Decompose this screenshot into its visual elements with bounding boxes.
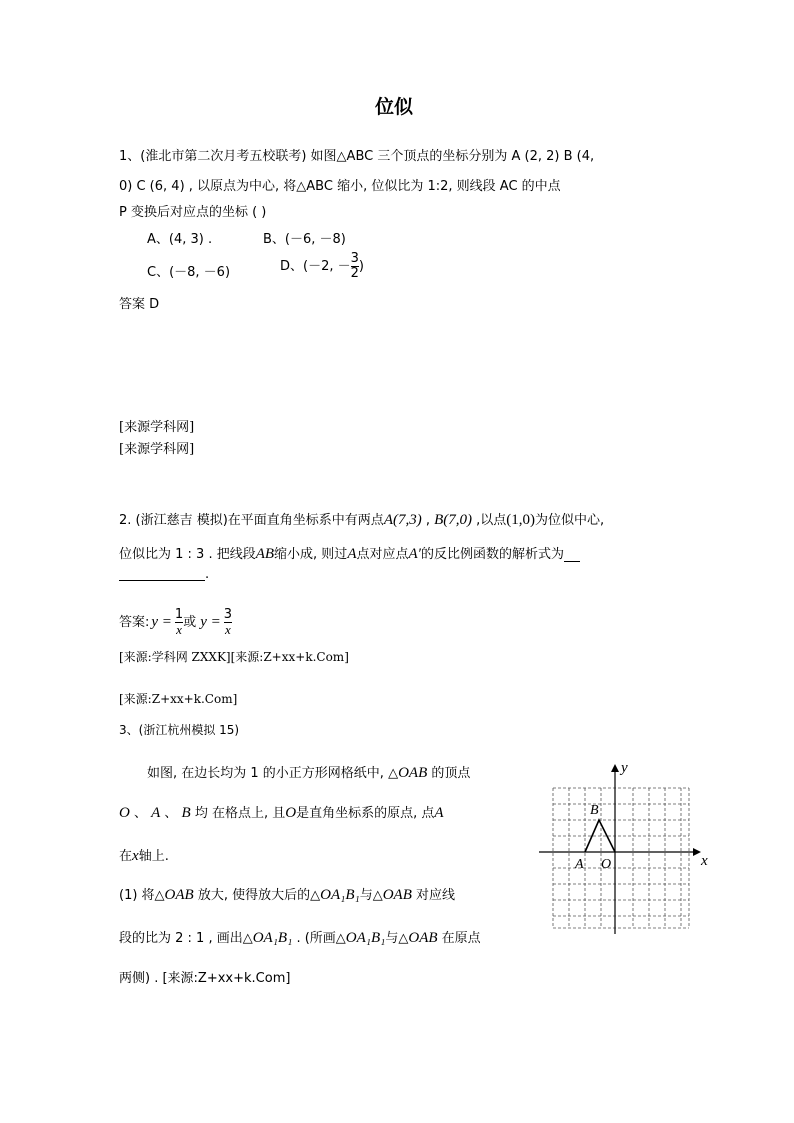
q1-option-d-prefix: D、(－2, － [280,258,351,274]
q1-line3: P 变换后对应点的坐标 ( ) [119,205,267,220]
point-label-o: O [601,857,612,872]
axis-label-y: y [621,760,628,776]
source-line: [来源学科网] [119,420,195,435]
q1-option-d [280,252,364,280]
q1-option-c: C、(－8, －6) [147,265,231,280]
point-label-a: A [575,857,584,872]
q3-paragraph-5: 段的比为 2 : 1 , 画出△OA₁B₁ . (所画△OA₁B₁与△OAB 在原点 [119,930,481,946]
q2-line2: 位似比为 1 : 3 . 把线段AB缩小成, 则过A点对应点A′的反比例函数的解析式为 [119,547,580,562]
axis-label-x: x [701,853,708,869]
q3-paragraph-2: O 、 A 、 B 均 在格点上, 且O是直角坐标系的原点, 点A [119,805,444,821]
q1-option-d-suffix: ) [358,258,364,274]
q3-paragraph-3: 在x轴上. [119,848,169,864]
q1-option-b: B、(－6, －8) [263,232,346,247]
q1-line1: 1、(淮北市第二次月考五校联考) 如图△ABC 三个顶点的坐标分别为 A (2, 2) B (4, [119,149,595,164]
q1-answer: 答案 D [119,297,160,312]
q3-heading: 3、(浙江杭州模拟 15) [119,723,240,737]
source-line: [来源学科网] [119,442,195,457]
q2-center: (1,0) [506,512,536,528]
q2-answer-fraction-2: $\frac{3}{x}$ [223,607,233,637]
point-label-b: B [590,803,599,818]
q1-option-d-fraction [351,252,359,280]
coordinate-grid-figure [535,758,715,938]
q1-option-d-numerator: 3 [350,251,359,266]
q2-blank-short [564,549,580,562]
q1-option-a: A、(4, 3) . [147,232,213,247]
q3-paragraph-4: (1) 将△OAB 放大, 使得放大后的△OA₁B₁与△OAB 对应线 [119,887,456,903]
source-line: [来源:学科网 ZXXK][来源:Z+xx+k.Com] [119,650,349,664]
source-line: [来源:Z+xx+k.Com] [119,692,238,706]
q2-point-a: A(7,3) [383,512,422,528]
y-axis-arrow [611,764,619,772]
q2-answer: 答案: y = $\frac{1}{x}$ 或 y = $\frac{3}{x}$ [119,607,233,637]
q2-point-b: B(7,0) [434,512,473,528]
page-title: 位似 [375,96,414,118]
q3-paragraph-6: 两侧) . [来源:Z+xx+k.Com] [119,971,291,986]
q2-answer-fraction-1: $\frac{1}{x}$ [174,607,184,637]
q2-answer-blank: . [119,568,209,581]
q1-line2: 0) C (6, 4) , 以原点为中心, 将△ABC 缩小, 位似比为 1:2, 则线段 AC 的中点 [119,179,561,194]
q2-line1: 2. (浙江慈吉 模拟)在平面直角坐标系中有两点A(7,3) , B(7,0) ,以点(1,0)为位似中心, [119,512,605,528]
grid-lines [553,788,689,928]
q1-option-d-denominator: 2 [350,265,359,281]
x-axis-arrow [693,848,701,856]
q3-paragraph-1: 如图, 在边长均为 1 的小正方形网格纸中, △OAB 的顶点 [147,765,471,781]
